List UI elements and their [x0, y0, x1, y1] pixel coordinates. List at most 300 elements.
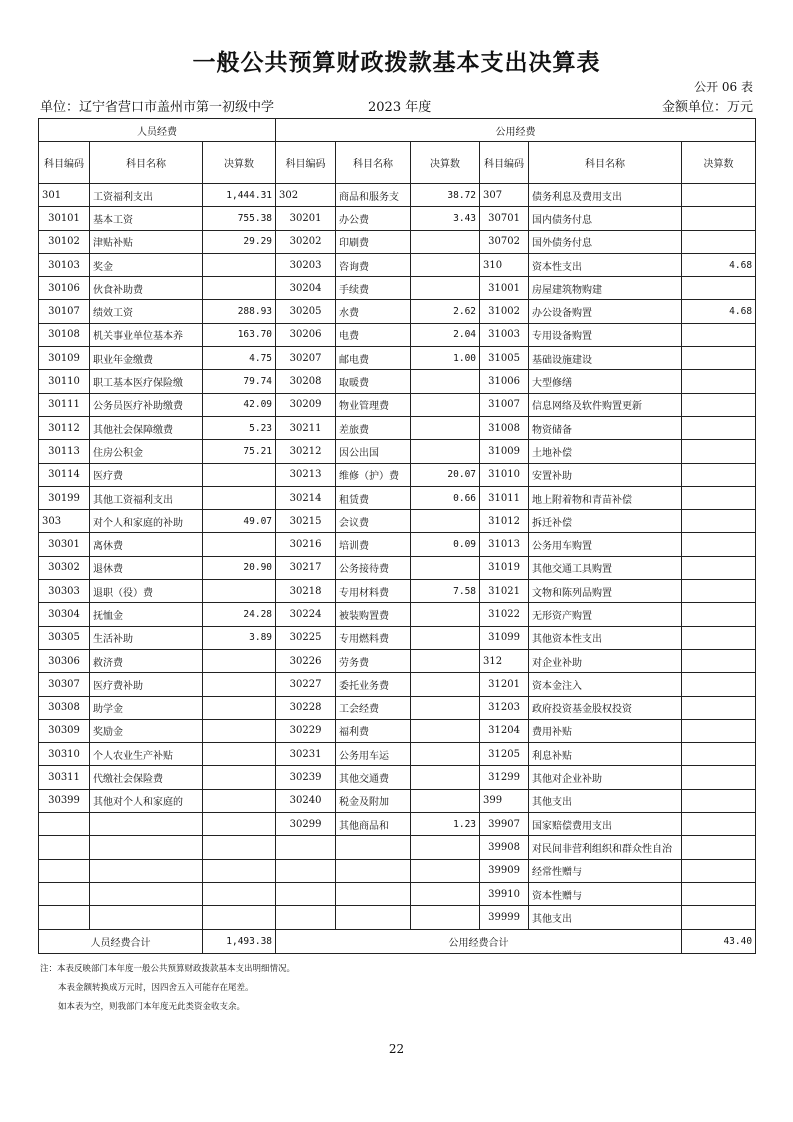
cell-amount	[682, 696, 756, 719]
cell-amount	[203, 836, 276, 859]
cell-name: 其他对企业补助	[529, 766, 682, 789]
cell-code: 30209	[276, 393, 336, 416]
cell-name	[90, 906, 203, 929]
cell-name: 机关事业单位基本养	[90, 323, 203, 346]
cell-name: 专用设备购置	[529, 323, 682, 346]
cell-amount	[411, 649, 480, 672]
header-name: 科目名称	[90, 142, 203, 184]
cell-name: 专用材料费	[336, 580, 411, 603]
cell-code: 30307	[39, 673, 90, 696]
cell-amount	[411, 906, 480, 929]
cell-code: 39909	[480, 859, 529, 882]
cell-amount	[203, 766, 276, 789]
cell-name: 物资储备	[529, 416, 682, 439]
cell-code: 30218	[276, 580, 336, 603]
cell-amount	[203, 533, 276, 556]
header-name: 科目名称	[336, 142, 411, 184]
cell-amount	[203, 580, 276, 603]
cell-code: 39908	[480, 836, 529, 859]
expenditure-table	[38, 118, 756, 954]
cell-code: 31205	[480, 743, 529, 766]
cell-amount	[682, 510, 756, 533]
cell-code	[276, 906, 336, 929]
cell-name: 差旅费	[336, 416, 411, 439]
cell-amount	[411, 673, 480, 696]
cell-code: 30204	[276, 277, 336, 300]
cell-amount	[682, 207, 756, 230]
table-row	[39, 556, 756, 579]
cell-amount	[682, 813, 756, 836]
cell-amount	[411, 416, 480, 439]
cell-name: 无形资产购置	[529, 603, 682, 626]
public-total-value: 43.40	[682, 929, 756, 953]
cell-code: 31009	[480, 440, 529, 463]
cell-amount	[682, 486, 756, 509]
cell-amount	[203, 463, 276, 486]
table-row	[39, 766, 756, 789]
cell-amount	[682, 463, 756, 486]
table-row	[39, 649, 756, 672]
cell-code: 39999	[480, 906, 529, 929]
cell-code: 30199	[39, 486, 90, 509]
cell-name: 手续费	[336, 277, 411, 300]
cell-amount	[682, 323, 756, 346]
cell-amount	[411, 743, 480, 766]
cell-code: 30213	[276, 463, 336, 486]
table-row	[39, 416, 756, 439]
cell-code: 30299	[276, 813, 336, 836]
cell-code: 30217	[276, 556, 336, 579]
cell-name: 劳务费	[336, 649, 411, 672]
header-code: 科目编码	[276, 142, 336, 184]
cell-name: 住房公积金	[90, 440, 203, 463]
cell-name: 职业年金缴费	[90, 347, 203, 370]
cell-code: 30310	[39, 743, 90, 766]
cell-code: 31019	[480, 556, 529, 579]
table-row	[39, 906, 756, 929]
cell-amount	[411, 719, 480, 742]
cell-amount	[682, 719, 756, 742]
cell-name: 其他交通费	[336, 766, 411, 789]
cell-code	[39, 813, 90, 836]
cell-name	[90, 859, 203, 882]
cell-code: 30208	[276, 370, 336, 393]
table-row	[39, 184, 756, 207]
table-row	[39, 323, 756, 346]
cell-code: 30308	[39, 696, 90, 719]
cell-amount: 5.23	[203, 416, 276, 439]
page-title: 一般公共预算财政拨款基本支出决算表	[192, 49, 601, 76]
cell-code: 30306	[39, 649, 90, 672]
cell-name: 培训费	[336, 533, 411, 556]
cell-code	[39, 882, 90, 905]
cell-amount: 3.89	[203, 626, 276, 649]
cell-code: 30110	[39, 370, 90, 393]
cell-name: 医疗费	[90, 463, 203, 486]
year-label: 2023 年度	[368, 100, 432, 115]
cell-name: 福利费	[336, 719, 411, 742]
cell-name: 退职（役）费	[90, 580, 203, 603]
cell-name: 奖金	[90, 253, 203, 276]
cell-code: 31003	[480, 323, 529, 346]
cell-code	[39, 906, 90, 929]
cell-name: 生活补助	[90, 626, 203, 649]
cell-name: 其他工资福利支出	[90, 486, 203, 509]
cell-code: 30214	[276, 486, 336, 509]
cell-name	[336, 836, 411, 859]
cell-code: 30304	[39, 603, 90, 626]
cell-code: 30111	[39, 393, 90, 416]
cell-code: 30202	[276, 230, 336, 253]
cell-name: 会议费	[336, 510, 411, 533]
cell-name: 大型修缮	[529, 370, 682, 393]
cell-amount	[411, 370, 480, 393]
cell-name: 基础设施建设	[529, 347, 682, 370]
cell-name: 伙食补助费	[90, 277, 203, 300]
cell-amount	[682, 393, 756, 416]
unit-label: 单位：辽宁省营口市盖州市第一初级中学	[40, 100, 275, 115]
cell-name: 资本性赠与	[529, 882, 682, 905]
cell-amount	[411, 836, 480, 859]
cell-code: 30311	[39, 766, 90, 789]
cell-name: 被装购置费	[336, 603, 411, 626]
cell-code: 30101	[39, 207, 90, 230]
table-row	[39, 813, 756, 836]
public-total-label: 公用经费合计	[276, 929, 682, 953]
cell-code: 31013	[480, 533, 529, 556]
cell-amount	[203, 882, 276, 905]
table-row	[39, 277, 756, 300]
cell-code: 30231	[276, 743, 336, 766]
table-row	[39, 347, 756, 370]
table-row	[39, 533, 756, 556]
cell-code: 31204	[480, 719, 529, 742]
totals-row	[39, 929, 756, 953]
cell-amount: 20.90	[203, 556, 276, 579]
cell-code: 30203	[276, 253, 336, 276]
header-name: 科目名称	[529, 142, 682, 184]
cell-amount	[411, 603, 480, 626]
cell-amount	[411, 859, 480, 882]
cell-name: 其他资本性支出	[529, 626, 682, 649]
cell-code: 30211	[276, 416, 336, 439]
cell-name: 维修（护）费	[336, 463, 411, 486]
personnel-total-label: 人员经费合计	[39, 929, 203, 953]
cell-name: 公务员医疗补助缴费	[90, 393, 203, 416]
cell-name: 房屋建筑物购建	[529, 277, 682, 300]
table-row	[39, 626, 756, 649]
cell-amount	[682, 533, 756, 556]
cell-code: 30302	[39, 556, 90, 579]
cell-code: 30216	[276, 533, 336, 556]
cell-name: 其他支出	[529, 906, 682, 929]
cell-name: 物业管理费	[336, 393, 411, 416]
cell-amount	[682, 603, 756, 626]
cell-amount: 163.70	[203, 323, 276, 346]
cell-name: 租赁费	[336, 486, 411, 509]
cell-code: 31022	[480, 603, 529, 626]
cell-amount	[411, 789, 480, 812]
cell-amount: 2.62	[411, 300, 480, 323]
cell-name: 咨询费	[336, 253, 411, 276]
cell-name: 工会经费	[336, 696, 411, 719]
cell-name: 救济费	[90, 649, 203, 672]
cell-amount	[203, 906, 276, 929]
cell-amount: 75.21	[203, 440, 276, 463]
cell-amount: 49.07	[203, 510, 276, 533]
cell-amount	[682, 859, 756, 882]
cell-name: 费用补贴	[529, 719, 682, 742]
cell-code: 30113	[39, 440, 90, 463]
cell-name: 专用燃料费	[336, 626, 411, 649]
cell-amount	[411, 393, 480, 416]
cell-name: 代缴社会保险费	[90, 766, 203, 789]
cell-code: 31001	[480, 277, 529, 300]
header-amount: 决算数	[411, 142, 480, 184]
cell-amount	[682, 906, 756, 929]
cell-name: 邮电费	[336, 347, 411, 370]
cell-amount	[203, 673, 276, 696]
table-row	[39, 230, 756, 253]
cell-amount	[203, 696, 276, 719]
cell-amount	[682, 370, 756, 393]
cell-name: 助学金	[90, 696, 203, 719]
notes	[40, 960, 295, 1017]
cell-code: 30206	[276, 323, 336, 346]
cell-code: 30212	[276, 440, 336, 463]
table-row	[39, 696, 756, 719]
header-code: 科目编码	[39, 142, 90, 184]
cell-amount	[411, 626, 480, 649]
cell-amount	[682, 416, 756, 439]
cell-amount	[203, 253, 276, 276]
cell-code	[276, 859, 336, 882]
cell-name: 其他对个人和家庭的	[90, 789, 203, 812]
cell-code: 30107	[39, 300, 90, 323]
cell-name	[336, 859, 411, 882]
cell-amount	[203, 813, 276, 836]
cell-code: 30224	[276, 603, 336, 626]
cell-code: 30201	[276, 207, 336, 230]
cell-amount	[682, 556, 756, 579]
cell-name: 个人农业生产补贴	[90, 743, 203, 766]
cell-name: 土地补偿	[529, 440, 682, 463]
cell-code: 31005	[480, 347, 529, 370]
cell-name: 税金及附加	[336, 789, 411, 812]
cell-amount	[411, 696, 480, 719]
cell-amount: 0.66	[411, 486, 480, 509]
cell-amount	[682, 789, 756, 812]
cell-code: 31007	[480, 393, 529, 416]
cell-name: 经常性赠与	[529, 859, 682, 882]
cell-code: 31021	[480, 580, 529, 603]
cell-amount	[203, 649, 276, 672]
cell-amount	[203, 789, 276, 812]
cell-amount	[682, 440, 756, 463]
cell-code: 31012	[480, 510, 529, 533]
cell-amount	[203, 743, 276, 766]
cell-amount: 29.29	[203, 230, 276, 253]
cell-code: 30106	[39, 277, 90, 300]
cell-amount: 7.58	[411, 580, 480, 603]
cell-code: 30239	[276, 766, 336, 789]
cell-amount	[682, 649, 756, 672]
table-row	[39, 859, 756, 882]
cell-name: 其他商品和	[336, 813, 411, 836]
cell-amount	[682, 882, 756, 905]
cell-name: 利息补贴	[529, 743, 682, 766]
cell-code: 31203	[480, 696, 529, 719]
cell-code: 310	[480, 253, 529, 276]
cell-name	[336, 906, 411, 929]
cell-name: 离休费	[90, 533, 203, 556]
table-row	[39, 836, 756, 859]
cell-name: 其他交通工具购置	[529, 556, 682, 579]
amount-unit-label: 金额单位：万元	[661, 100, 753, 115]
cell-name: 文物和陈列品购置	[529, 580, 682, 603]
cell-code: 30215	[276, 510, 336, 533]
cell-code	[39, 836, 90, 859]
cell-code: 30229	[276, 719, 336, 742]
cell-name: 办公设备购置	[529, 300, 682, 323]
cell-amount	[682, 626, 756, 649]
cell-amount	[682, 836, 756, 859]
cell-code: 399	[480, 789, 529, 812]
personnel-total-value: 1,493.38	[203, 929, 276, 953]
cell-name	[90, 813, 203, 836]
cell-code: 30114	[39, 463, 90, 486]
cell-amount	[411, 277, 480, 300]
table-row	[39, 603, 756, 626]
cell-code	[276, 882, 336, 905]
cell-name: 工资福利支出	[90, 184, 203, 207]
cell-amount: 755.38	[203, 207, 276, 230]
cell-amount	[411, 556, 480, 579]
cell-name: 抚恤金	[90, 603, 203, 626]
cell-code: 30109	[39, 347, 90, 370]
cell-name: 水费	[336, 300, 411, 323]
cell-name: 对企业补助	[529, 649, 682, 672]
cell-code: 31002	[480, 300, 529, 323]
header-amount: 决算数	[203, 142, 276, 184]
cell-amount	[682, 743, 756, 766]
cell-amount: 1,444.31	[203, 184, 276, 207]
cell-name: 拆迁补偿	[529, 510, 682, 533]
cell-code: 31201	[480, 673, 529, 696]
note-line: 注：本表反映部门本年度一般公共预算财政拨款基本支出明细情况。	[40, 964, 296, 974]
cell-amount	[203, 277, 276, 300]
cell-name: 国家赔偿费用支出	[529, 813, 682, 836]
cell-amount: 38.72	[411, 184, 480, 207]
header-code: 科目编码	[480, 142, 529, 184]
cell-code: 30227	[276, 673, 336, 696]
table-row	[39, 719, 756, 742]
cell-code: 31008	[480, 416, 529, 439]
cell-name: 债务利息及费用支出	[529, 184, 682, 207]
cell-code: 30301	[39, 533, 90, 556]
cell-name: 基本工资	[90, 207, 203, 230]
cell-name: 医疗费补助	[90, 673, 203, 696]
cell-amount: 2.04	[411, 323, 480, 346]
cell-code: 31299	[480, 766, 529, 789]
note-line: 本表金额转换成万元时，因四舍五入可能存在尾差。	[58, 983, 254, 993]
cell-code: 30103	[39, 253, 90, 276]
cell-code: 30225	[276, 626, 336, 649]
cell-code: 30108	[39, 323, 90, 346]
cell-name	[336, 882, 411, 905]
note-line: 如本表为空，则我部门本年度无此类资金收支余。	[58, 1002, 246, 1012]
cell-name: 安置补助	[529, 463, 682, 486]
cell-name: 奖励金	[90, 719, 203, 742]
cell-name: 委托业务费	[336, 673, 411, 696]
cell-code	[39, 859, 90, 882]
cell-code: 30399	[39, 789, 90, 812]
table-row	[39, 486, 756, 509]
cell-name: 其他支出	[529, 789, 682, 812]
cell-code: 30309	[39, 719, 90, 742]
table-row	[39, 789, 756, 812]
cell-name	[90, 882, 203, 905]
cell-amount: 1.00	[411, 347, 480, 370]
cell-name: 资本性支出	[529, 253, 682, 276]
cell-name: 职工基本医疗保险缴	[90, 370, 203, 393]
cell-amount	[203, 486, 276, 509]
cell-code: 31006	[480, 370, 529, 393]
cell-amount	[411, 510, 480, 533]
cell-code: 30228	[276, 696, 336, 719]
cell-amount	[411, 766, 480, 789]
cell-name: 退休费	[90, 556, 203, 579]
cell-name: 公务用车运	[336, 743, 411, 766]
cell-name: 国外债务付息	[529, 230, 682, 253]
table-row	[39, 440, 756, 463]
cell-amount: 4.75	[203, 347, 276, 370]
cell-name: 公务用车购置	[529, 533, 682, 556]
cell-code: 303	[39, 510, 90, 533]
cell-amount	[682, 673, 756, 696]
cell-code: 30207	[276, 347, 336, 370]
cell-amount	[203, 859, 276, 882]
cell-amount: 24.28	[203, 603, 276, 626]
cell-amount: 1.23	[411, 813, 480, 836]
cell-name: 国内债务付息	[529, 207, 682, 230]
cell-code: 30102	[39, 230, 90, 253]
cell-code: 31010	[480, 463, 529, 486]
cell-code: 312	[480, 649, 529, 672]
cell-amount	[411, 230, 480, 253]
cell-amount	[411, 253, 480, 276]
table-row	[39, 370, 756, 393]
table-row	[39, 882, 756, 905]
cell-amount	[682, 230, 756, 253]
cell-amount: 20.07	[411, 463, 480, 486]
table-row	[39, 253, 756, 276]
cell-amount	[682, 347, 756, 370]
cell-name: 资本金注入	[529, 673, 682, 696]
cell-amount: 4.68	[682, 253, 756, 276]
table-row	[39, 207, 756, 230]
table-row	[39, 463, 756, 486]
cell-name: 办公费	[336, 207, 411, 230]
cell-amount: 42.09	[203, 393, 276, 416]
cell-code: 31011	[480, 486, 529, 509]
cell-amount: 4.68	[682, 300, 756, 323]
cell-name: 公务接待费	[336, 556, 411, 579]
cell-amount: 3.43	[411, 207, 480, 230]
cell-code: 31099	[480, 626, 529, 649]
cell-amount: 79.74	[203, 370, 276, 393]
section-personnel-header: 人员经费	[39, 119, 276, 142]
